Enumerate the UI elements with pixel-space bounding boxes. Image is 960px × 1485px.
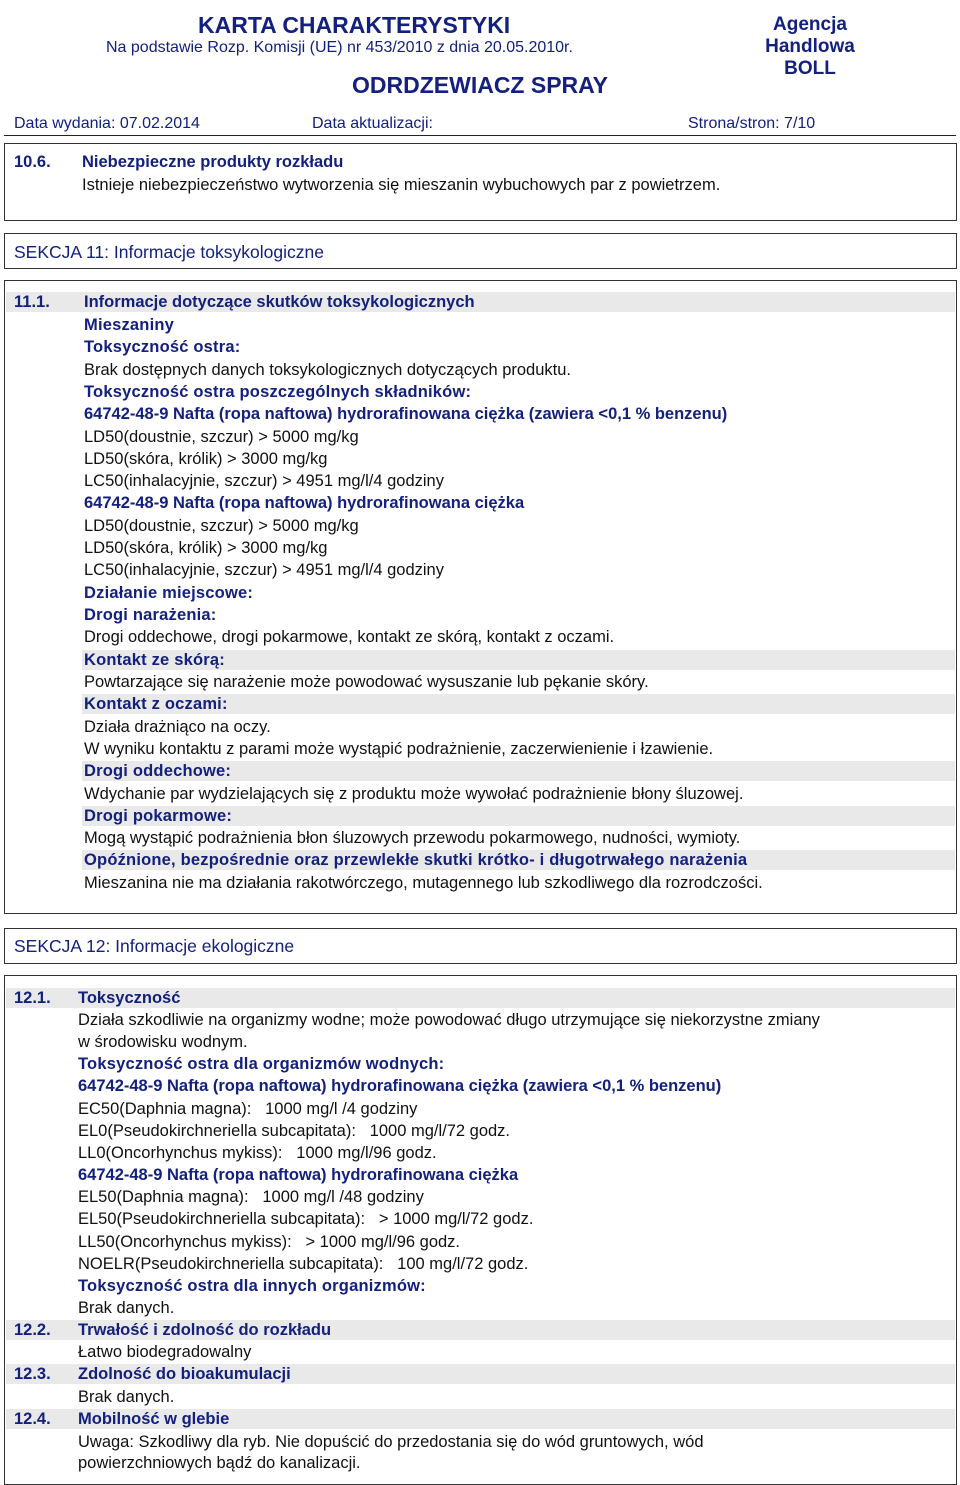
toxicity-text: Działa szkodliwie na organizmy wodne; może powodować długo utrzymujące się niekorzystne zmiany (78, 1011, 820, 1029)
mixtures-label: Mieszaniny (84, 316, 175, 334)
test-name: NOELR(Pseudokirchneriella subcapitata): (78, 1255, 384, 1273)
test-name: LL0(Oncorhynchus mykiss): (78, 1144, 283, 1162)
subsection-12-2-heading (14, 1319, 332, 1341)
subsection-title: Trwałość i zdolność do rozkładu (78, 1321, 332, 1339)
bioaccumulation-text: Brak danych. (78, 1388, 175, 1406)
subsection-number: 12.2. (14, 1321, 51, 1339)
test-name: EL50(Daphnia magna): (78, 1188, 249, 1206)
delayed-effects-label: Opóźnione, bezpośrednie oraz przewlekłe skutki krótko- i długotrwałego narażenia (84, 851, 748, 869)
regulation-reference: Na podstawie Rozp. Komisji (UE) nr 453/2010 z dnia 20.05.2010r. (106, 39, 573, 56)
test-value: 1000 mg/l/72 godz. (369, 1122, 511, 1140)
subsection-12-1-heading (14, 987, 181, 1009)
subsection-title: Informacje dotyczące skutków toksykologicznych (84, 293, 475, 311)
eye-contact-label: Kontakt z oczami: (84, 695, 228, 713)
degradability-text: Łatwo biodegradowalny (78, 1343, 252, 1361)
components-label: Toksyczność ostra poszczególnych składników: (84, 383, 472, 401)
header-divider (4, 135, 956, 136)
component-name: Nafta (ropa naftowa) hydrorafinowana ciężka (zawiera <0,1 % benzenu) (173, 405, 728, 423)
test-name: EL0(Pseudokirchneriella subcapitata): (78, 1122, 356, 1140)
eco-component-2-value (78, 1208, 533, 1230)
acute-toxicity-label: Toksyczność ostra: (84, 338, 241, 356)
test-value: 1000 mg/l /4 godziny (265, 1100, 418, 1118)
company-name (735, 14, 885, 80)
subsection-title: Mobilność w glebie (78, 1410, 230, 1428)
component-2-value: LD50(skóra, królik) > 3000 mg/kg (84, 539, 328, 557)
component-2-value: LC50(inhalacyjnie, szczur) > 4951 mg/l/4 godziny (84, 561, 444, 579)
subsection-11-1-heading (14, 291, 475, 313)
cas-number: 64742-48-9 (78, 1077, 163, 1095)
company-line-1: Agencja Handlowa (765, 14, 855, 57)
eco-component-2-value (78, 1186, 424, 1208)
skin-contact-label: Kontakt ze skórą: (84, 651, 225, 669)
section-11-title: SEKCJA 11: Informacje toksykologiczne (14, 242, 324, 262)
other-organisms-label: Toksyczność ostra dla innych organizmów: (78, 1277, 426, 1295)
component-name: Nafta (ropa naftowa) hydrorafinowana ciężka (zawiera <0,1 % benzenu) (167, 1077, 722, 1095)
exposure-routes-text: Drogi oddechowe, drogi pokarmowe, kontakt ze skórą, kontakt z oczami. (84, 628, 615, 646)
toxicity-text: w środowisku wodnym. (78, 1033, 248, 1051)
document-title: KARTA CHARAKTERYSTYKI (198, 12, 511, 38)
component-2-heading (84, 492, 524, 514)
aquatic-toxicity-label: Toksyczność ostra dla organizmów wodnych: (78, 1055, 445, 1073)
eco-component-2-heading (78, 1164, 518, 1186)
subsection-12-3-heading (14, 1363, 291, 1385)
acute-toxicity-text: Brak dostępnych danych toksykologicznych dotyczących produktu. (84, 361, 572, 379)
subsection-title: Niebezpieczne produkty rozkładu (82, 153, 344, 171)
eco-component-1-value (78, 1098, 417, 1120)
eye-contact-text: Działa drażniąco na oczy. (84, 718, 271, 736)
oral-text: Mogą wystąpić podrażnienia błon śluzowych przewodu pokarmowego, nudności, wymioty. (84, 829, 741, 847)
test-value: > 1000 mg/l/72 godz. (378, 1210, 534, 1228)
component-name: Nafta (ropa naftowa) hydrorafinowana ciężka (167, 1166, 519, 1184)
subsection-number: 12.4. (14, 1410, 51, 1428)
local-effects-label: Działanie miejscowe: (84, 584, 254, 602)
subsection-number: 10.6. (14, 153, 51, 171)
component-2-value: LD50(doustnie, szczur) > 5000 mg/kg (84, 517, 359, 535)
oral-label: Drogi pokarmowe: (84, 807, 233, 825)
test-name: EL50(Pseudokirchneriella subcapitata): (78, 1210, 366, 1228)
subsection-number: 12.3. (14, 1365, 51, 1383)
section-12-title: SEKCJA 12: Informacje ekologiczne (14, 936, 295, 956)
cas-number: 64742-48-9 (84, 494, 169, 512)
page-number: Strona/stron: 7/10 (688, 115, 816, 132)
company-line-2: BOLL (784, 58, 836, 79)
test-value: 100 mg/l/72 godz. (397, 1255, 529, 1273)
issue-date: Data wydania: 07.02.2014 (14, 115, 200, 132)
component-1-value: LD50(skóra, królik) > 3000 mg/kg (84, 450, 328, 468)
test-value: > 1000 mg/l/96 godz. (305, 1233, 461, 1251)
component-name: Nafta (ropa naftowa) hydrorafinowana ciężka (173, 494, 525, 512)
component-1-heading (84, 403, 727, 425)
cas-number: 64742-48-9 (78, 1166, 163, 1184)
section-10-6-heading (14, 151, 344, 173)
product-name: ODRDZEWIACZ SPRAY (352, 72, 608, 98)
subsection-title: Zdolność do bioakumulacji (78, 1365, 291, 1383)
delayed-effects-text: Mieszanina nie ma działania rakotwórczego, mutagennego lub szkodliwego dla rozrodczości. (84, 874, 763, 892)
mobility-text: Uwaga: Szkodliwy dla ryb. Nie dopuścić do przedostania się do wód gruntowych, wód (78, 1433, 704, 1451)
cas-number: 64742-48-9 (84, 405, 169, 423)
eco-component-1-heading (78, 1075, 721, 1097)
test-name: EC50(Daphnia magna): (78, 1100, 252, 1118)
other-organisms-text: Brak danych. (78, 1299, 175, 1317)
eco-component-2-value (78, 1231, 460, 1253)
subsection-12-4-heading (14, 1408, 230, 1430)
eco-component-1-value (78, 1120, 510, 1142)
decomposition-text: Istnieje niebezpieczeństwo wytworzenia się mieszanin wybuchowych par z powietrzem. (82, 176, 721, 194)
component-1-value: LD50(doustnie, szczur) > 5000 mg/kg (84, 428, 359, 446)
subsection-number: 12.1. (14, 989, 51, 1007)
component-1-value: LC50(inhalacyjnie, szczur) > 4951 mg/l/4 godziny (84, 472, 444, 490)
eco-component-1-value (78, 1142, 437, 1164)
eye-contact-text: W wyniku kontaktu z parami może wystąpić podrażnienie, zaczerwienienie i łzawienie. (84, 740, 714, 758)
test-name: LL50(Oncorhynchus mykiss): (78, 1233, 292, 1251)
skin-contact-text: Powtarzające się narażenie może powodować wysuszanie lub pękanie skóry. (84, 673, 649, 691)
eco-component-2-value (78, 1253, 528, 1275)
update-date: Data aktualizacji: (312, 115, 433, 132)
respiratory-text: Wdychanie par wydzielających się z produktu może wywołać podrażnienie błony śluzowej. (84, 785, 744, 803)
test-value: 1000 mg/l/96 godz. (296, 1144, 437, 1162)
exposure-routes-label: Drogi narażenia: (84, 606, 217, 624)
document-header (0, 0, 960, 140)
subsection-title: Toksyczność (78, 989, 181, 1007)
mobility-text: powierzchniowych bądź do kanalizacji. (78, 1454, 361, 1472)
subsection-number: 11.1. (14, 293, 50, 311)
respiratory-label: Drogi oddechowe: (84, 762, 232, 780)
test-value: 1000 mg/l /48 godziny (262, 1188, 424, 1206)
